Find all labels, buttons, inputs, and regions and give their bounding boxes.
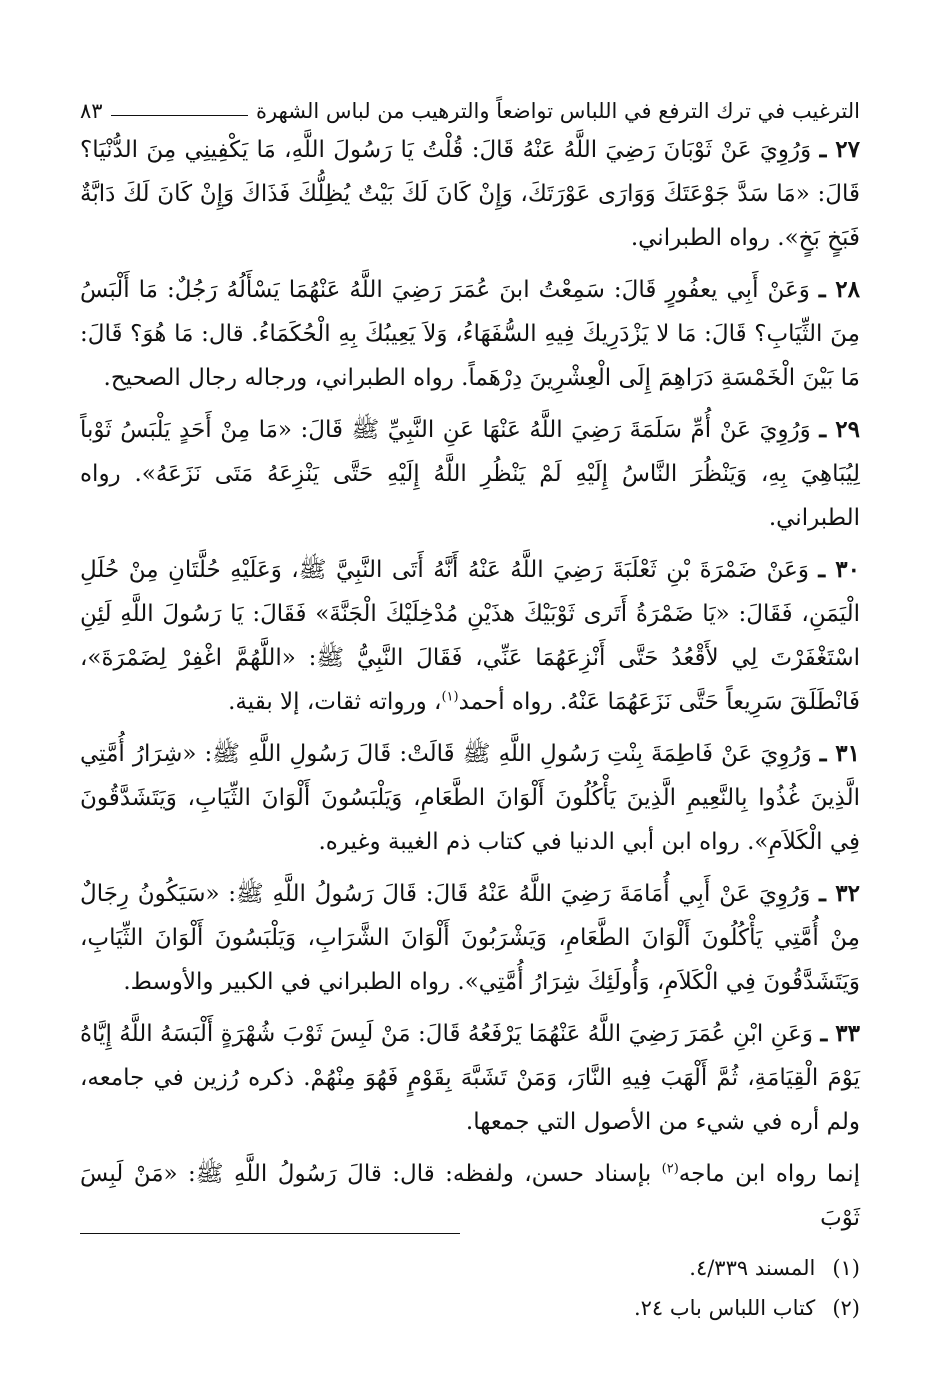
hadith-text: وَرُوِيَ عَنْ فَاطِمَةَ بِنْتِ رَسُولِ اللَّهِ ﷺ قَالَتْ: قَالَ رَسُولِ اللَّهِ ﷺ: «شِرَارُ أُمَّتِي الَّذِينَ غُذُوا بِالنَّعِيمِ الَّذِينَ يَأْكُلُونَ أَلْوَانَ الطَّعَامِ، وَيَلْبَسُونَ أَلْوَانَ الثِّيَابِ، وَيَتَشَدَّقُونَ فِي الْكَلاَمِ». رواه ابن أبي الدنيا في كتاب ذم الغيبة وغيره.	[80, 741, 860, 855]
footnote-2	[80, 1288, 860, 1328]
hadith-text: وَرُوِيَ عَنْ أُمِّ سَلَمَةَ رَضِيَ اللَّهُ عَنْهَا عَنِ النَّبِيِّ ﷺ قَالَ: «مَا مِنْ أَحَدٍ يَلْبَسُ ثَوْباً لِيُبَاهِيَ بِهِ، وَيَنْظُرَ النَّاسُ إِلَيْهِ لَمْ يَنْظُرِ اللَّهُ إِلَيْهِ حَتَّى يَنْزِعَهُ مَتَى نَزَعَهُ». رواه الطبراني.	[80, 417, 861, 531]
footnote-separator	[80, 1233, 460, 1234]
hadith-number: ٣٠ ـ	[818, 556, 861, 583]
hadith-text: وَعَنْ أَبِي يعفُورٍ قَالَ: سَمِعْتُ ابنَ عُمَرَ رَضِيَ اللَّهُ عَنْهُمَا يَسْأَلُهُ رَجُلٌ: مَا أَلْبَسُ مِنَ الثِّيَابِ؟ قَالَ: مَا لا يَزْدَرِيكَ فِيهِ السُّفَهَاءُ، وَلاَ يَعِيبُكَ بِهِ الْحُكَمَاءُ. قال: مَا هُوَ؟ قَالَ: مَا بَيْنَ الْخَمْسَةِ دَرَاهِمَ إِلَى الْعِشْرِينَ دِرْهَماً. رواه الطبراني، ورجاله رجال الصحيح.	[80, 277, 860, 391]
hadith-33	[80, 1012, 860, 1144]
paragraph-text: إنما رواه ابن ماجه	[678, 1161, 860, 1187]
hadith-number: ٢٩ ـ	[819, 416, 860, 443]
footnote-label: (٢)	[832, 1296, 860, 1320]
hadith-number: ٢٧ ـ	[819, 136, 861, 163]
hadith-text: وَعَنِ ابْنِ عُمَرَ رَضِيَ اللَّهُ عَنْهُمَا يَرْفَعُهُ قَالَ: مَنْ لَبِسَ ثَوْبَ شُهْرَةٍ أَلْبَسَهُ اللَّهُ إِيَّاهُ يَوْمَ الْقِيَامَةِ، ثُمَّ أَلْهَبَ فِيهِ النَّارَ، وَمَنْ تَشَبَّهَ بِقَوْمٍ فَهُوَ مِنْهُمْ. ذكره رُزين في جامعه، ولم أره في شيء من الأصول التي جمعها.	[80, 1021, 860, 1135]
book-page	[80, 82, 860, 1248]
running-header	[80, 82, 860, 122]
footnote-1	[80, 1248, 860, 1288]
hadith-number: ٣١ ـ	[819, 740, 861, 767]
hadith-number: ٣٢ ـ	[819, 880, 860, 907]
hadith-27	[80, 128, 860, 260]
hadith-number: ٣٣ ـ	[820, 1020, 861, 1047]
header-rule	[111, 115, 248, 116]
page-number: ٨٣	[80, 99, 103, 123]
body-text	[80, 128, 860, 1240]
footnote-text: كتاب اللباس باب ٢٤.	[633, 1296, 816, 1320]
hadith-number: ٢٨ ـ	[818, 276, 860, 303]
footnote-marker[interactable]: (٢)	[661, 1161, 679, 1177]
hadith-text: وَعَنْ ضَمْرَةَ بْنِ ثَعْلَبَةَ رَضِيَ اللَّهُ عَنْهُ أَنَّهُ أَتَى النَّبِيَّ ﷺ، وَعَلَيْهِ حُلَّتَانِ مِنْ حُلَلِ الْيَمَنِ، فَقَالَ: «يَا ضَمْرَةُ أَتَرى ثَوْبَيْكَ هذَيْنِ مُدْخِلَيْكَ الْجَنَّةَ» فَقَالَ: يَا رَسُولَ اللَّهِ لَئِنِ اسْتَغْفَرْتَ لِي لأَقْعُدُ حَتَّى أَنْزِعَهُمَا عَنِّي، فَقَالَ النَّبِيُّ ﷺ: «اللَّهُمَّ اغْفِرْ لِضَمْرَةَ»، فَانْطَلَقَ سَرِيعاً حَتَّى نَزَعَهُمَا عَنْهُ. رواه أحمد	[80, 557, 860, 715]
paragraph-text-continued: بإسناد حسن، ولفظه: قال: قالَ رَسُولُ اللَّهِ ﷺ: «مَنْ لَبِسَ ثَوْبَ	[80, 1161, 860, 1231]
running-title: الترغيب في ترك الترفع في اللباس تواضعاً والترهيب من لباس الشهرة	[255, 99, 860, 123]
hadith-text: وَرُوِيَ عَنْ ثَوْبَانَ رَضِيَ اللَّهُ عَنْهُ قَالَ: قُلْتُ يَا رَسُولَ اللَّهِ، مَا يَكْفِينِي مِنَ الدُّنْيَا؟ قَالَ: «مَا سَدَّ جَوْعَتَكَ وَوَارَى عَوْرَتَكَ، وَإِنْ كَانَ لَكَ بَيْتٌ يُظِلُّكَ فَذَاكَ وَإِنْ كَانَ لَكَ دَابَّةٌ فَبَخٍ بَخٍ». رواه الطبراني.	[80, 137, 860, 251]
hadith-32	[80, 872, 860, 1004]
footnote-label: (١)	[832, 1256, 860, 1280]
hadith-30	[80, 548, 860, 724]
hadith-31	[80, 732, 860, 864]
hadith-28	[80, 268, 860, 400]
footnotes	[80, 1248, 860, 1328]
footnote-text: المسند ٤/٣٣٩.	[689, 1256, 816, 1280]
ibn-majah-paragraph	[80, 1152, 860, 1240]
hadith-29	[80, 408, 860, 540]
hadith-text: وَرُوِيَ عَنْ أَبِي أُمَامَةَ رَضِيَ اللَّهُ عَنْهُ قَالَ: قَالَ رَسُولُ اللَّهِ ﷺ: «سَيَكُونُ رِجَالٌ مِنْ أُمَّتِي يَأْكُلُونَ أَلْوَانَ الطَّعَامِ، وَيَشْرَبُونَ أَلْوَانَ الشَّرَابِ، وَيَلْبَسُونَ أَلْوَانَ الثِّيَابِ، وَيَتَشَدَّقُونَ فِي الْكَلاَمِ، وَأُولَئِكَ شِرَارُ أُمَّتِي». رواه الطبراني في الكبير والأوسط.	[80, 881, 860, 995]
hadith-text-continued: ، ورواته ثقات، إلا بقية.	[228, 689, 442, 715]
footnote-marker[interactable]: (١)	[441, 689, 459, 705]
